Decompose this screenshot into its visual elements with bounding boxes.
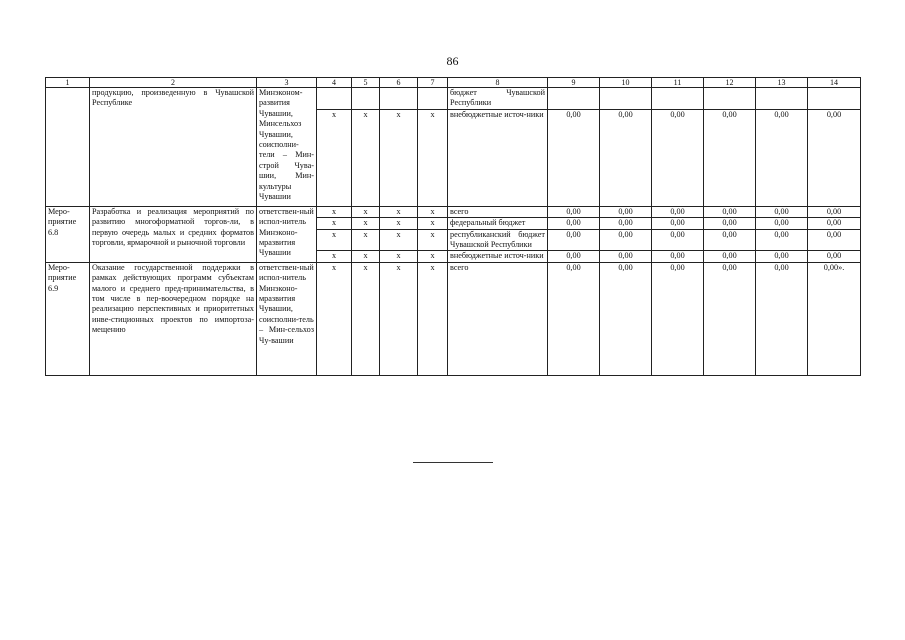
- x-mark: x: [317, 229, 352, 251]
- cont-description: продукцию, произведенную в Чувашской Республике: [90, 88, 257, 207]
- col-header: 5: [352, 78, 380, 88]
- cont-responsible: Минэконом-развития Чувашии, Минсельхоз Чувашии, соисполни-тели – Мин-строй Чува-шии, Мин-культуры Чувашии: [257, 88, 317, 207]
- x-mark: x: [380, 109, 418, 206]
- program-budget-table: [45, 77, 861, 376]
- value-cell: 0,00: [704, 206, 756, 217]
- x-mark: x: [352, 229, 380, 251]
- value-cell: 0,00: [808, 206, 861, 217]
- footnote-divider: [413, 462, 493, 463]
- x-mark: x: [418, 251, 448, 262]
- measure-description: Разработка и реализация мероприятий по развитию многоформатной торгов-ли, в первую очередь малых и средних форматов торговли, ярмарочной и рыночной торговли: [90, 206, 257, 262]
- value-cell: 0,00: [548, 229, 600, 251]
- table-row: [46, 88, 861, 110]
- x-mark: x: [380, 262, 418, 375]
- value-cell: 0,00: [652, 262, 704, 375]
- x-mark: x: [380, 218, 418, 229]
- header-row: [46, 78, 861, 88]
- col-header: 6: [380, 78, 418, 88]
- funding-source: всего: [448, 262, 548, 375]
- table-row: [46, 262, 861, 375]
- col-header: 9: [548, 78, 600, 88]
- value-cell: 0,00: [652, 109, 704, 206]
- measure-label: Меро-приятие 6.8: [46, 206, 90, 262]
- value-cell: 0,00: [600, 251, 652, 262]
- measure-description: Оказание государственной поддержки в рамках действующих программ субъектам малого и среднего пред-принимательства, в том числе в пер-воочередном порядке на реализацию перспективных и приоритетных инве-стиционных проектов по импортоза-мещению: [90, 262, 257, 375]
- col-header: 2: [90, 78, 257, 88]
- x-mark: x: [380, 229, 418, 251]
- x-mark: x: [317, 251, 352, 262]
- value-cell: 0,00: [548, 109, 600, 206]
- value-cell: 0,00: [548, 206, 600, 217]
- value-cell: 0,00: [652, 251, 704, 262]
- funding-source: внебюджетные источ-ники: [448, 251, 548, 262]
- value-cell: 0,00: [756, 218, 808, 229]
- x-mark: x: [352, 218, 380, 229]
- col-header: 12: [704, 78, 756, 88]
- funding-source: бюджет Чувашской Республики: [448, 88, 548, 110]
- measure-responsible: ответствен-ный испол-нитель Минэконо-мразвития Чувашии: [257, 206, 317, 262]
- x-mark: x: [317, 218, 352, 229]
- x-mark: x: [352, 206, 380, 217]
- col-header: 11: [652, 78, 704, 88]
- funding-source: внебюджетные источ-ники: [448, 109, 548, 206]
- col-header: 4: [317, 78, 352, 88]
- value-cell: 0,00: [808, 218, 861, 229]
- value-cell: 0,00: [600, 109, 652, 206]
- x-mark: x: [317, 206, 352, 217]
- col-header: 10: [600, 78, 652, 88]
- col-header: 14: [808, 78, 861, 88]
- funding-source: республиканский бюджет Чувашской Республики: [448, 229, 548, 251]
- value-cell: 0,00: [808, 251, 861, 262]
- funding-source: федеральный бюджет: [448, 218, 548, 229]
- x-mark: x: [418, 262, 448, 375]
- x-mark: x: [418, 218, 448, 229]
- col-header: 8: [448, 78, 548, 88]
- value-cell: 0,00: [600, 229, 652, 251]
- x-mark: x: [380, 206, 418, 217]
- value-cell: 0,00: [756, 262, 808, 375]
- value-cell: 0,00: [600, 262, 652, 375]
- table-row: [46, 206, 861, 217]
- value-cell: 0,00: [808, 229, 861, 251]
- value-cell: 0,00: [704, 251, 756, 262]
- x-mark: x: [418, 109, 448, 206]
- col-header: 1: [46, 78, 90, 88]
- value-cell: 0,00: [808, 109, 861, 206]
- x-mark: x: [317, 109, 352, 206]
- x-mark: x: [380, 251, 418, 262]
- value-cell: 0,00: [652, 218, 704, 229]
- value-cell: 0,00: [704, 229, 756, 251]
- value-cell: 0,00: [652, 229, 704, 251]
- value-cell: 0,00: [756, 251, 808, 262]
- value-cell: 0,00: [600, 206, 652, 217]
- page-number: 86: [446, 54, 459, 68]
- value-cell: 0,00: [548, 262, 600, 375]
- x-mark: x: [352, 109, 380, 206]
- col-header: 7: [418, 78, 448, 88]
- col-header: 13: [756, 78, 808, 88]
- measure-label: Меро-приятие 6.9: [46, 262, 90, 375]
- value-cell: 0,00».: [808, 262, 861, 375]
- x-mark: x: [317, 262, 352, 375]
- measure-responsible: ответствен-ный испол-нитель Минэконо-мразвития Чувашии, соисполни-тель – Мин-сельхоз Чу-вашии: [257, 262, 317, 375]
- value-cell: 0,00: [600, 218, 652, 229]
- value-cell: 0,00: [548, 251, 600, 262]
- funding-source: всего: [448, 206, 548, 217]
- value-cell: 0,00: [548, 218, 600, 229]
- value-cell: 0,00: [704, 262, 756, 375]
- x-mark: x: [418, 229, 448, 251]
- col-header: 3: [257, 78, 317, 88]
- x-mark: x: [418, 206, 448, 217]
- value-cell: 0,00: [704, 109, 756, 206]
- value-cell: 0,00: [756, 229, 808, 251]
- x-mark: x: [352, 262, 380, 375]
- x-mark: x: [352, 251, 380, 262]
- value-cell: 0,00: [704, 218, 756, 229]
- value-cell: 0,00: [756, 109, 808, 206]
- value-cell: 0,00: [652, 206, 704, 217]
- value-cell: 0,00: [756, 206, 808, 217]
